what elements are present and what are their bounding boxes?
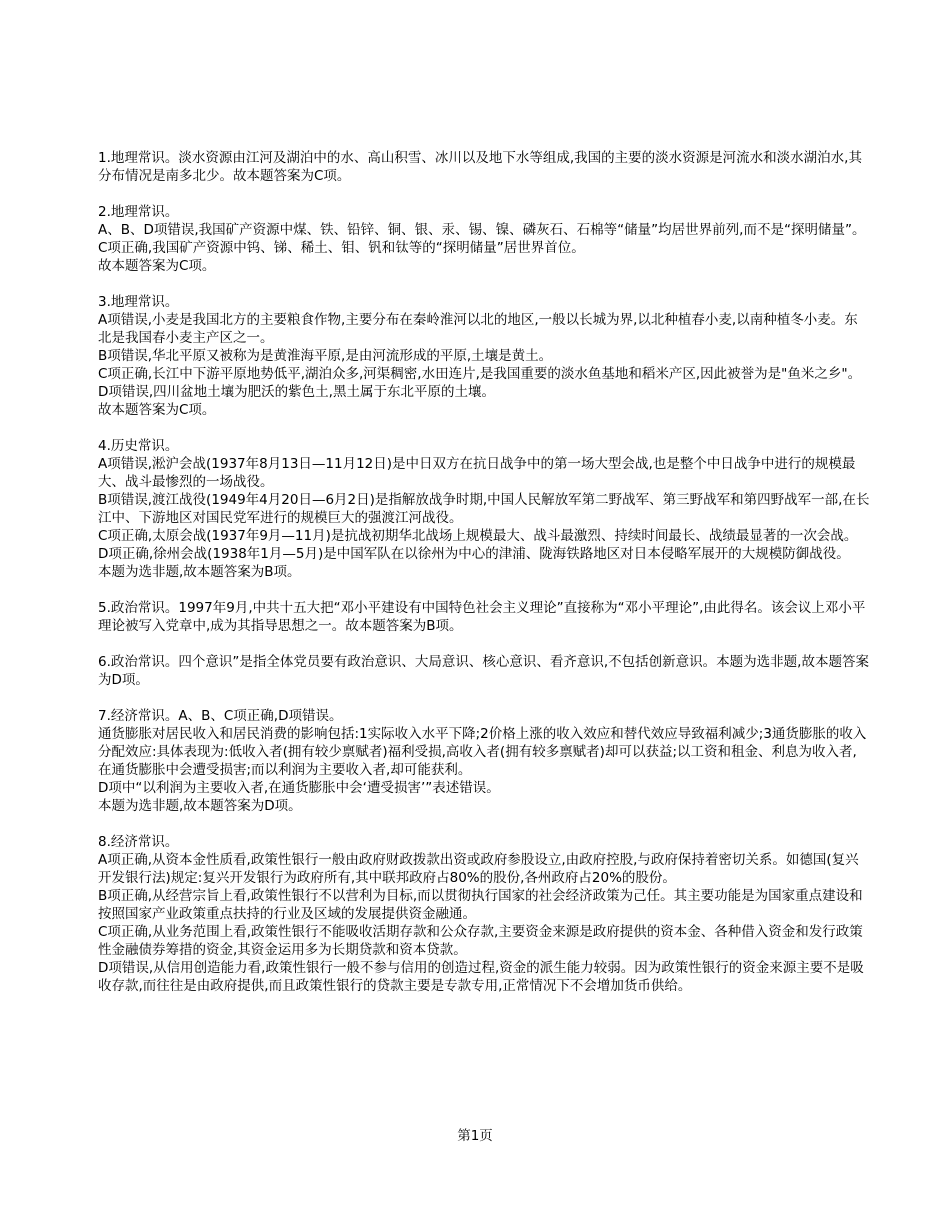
section-line: 通货膨胀对居民收入和居民消费的影响包括:1实际收入水平下降;2价格上涨的收入效应和替代效应导致福利减少;3通货膨胀的收入分配效应:具体表现为:低收入者(拥有较少禀赋者)福利受损,高收入者(拥有较多禀赋者)却可以获益;以工资和租金、利息为收入者,在通货膨胀中会遭受损害;而以利润为主要收入者,却可能获利。 (98, 726, 867, 778)
section-line: B项错误,华北平原又被称为是黄淮海平原,是由河流形成的平原,土壤是黄土。 (98, 348, 553, 364)
section-line: C项正确,我国矿产资源中钨、锑、稀土、钼、钒和钛等的“探明储量”居世界首位。 (98, 240, 585, 256)
answer-section (98, 293, 870, 419)
document-body (98, 149, 870, 1013)
section-line: A项正确,从资本金性质看,政策性银行一般由政府财政拨款出资或政府参股设立,由政府控股,与政府保持着密切关系。如德国(复兴开发银行法)规定:复兴开发银行为政府所有,其中联邦政府占80%的股份,各州政府占20%的股份。 (98, 852, 859, 886)
section-line: A项错误,淞沪会战(1937年8月13日—11月12日)是中日双方在抗日战争中的第一场大型会战,也是整个中日战争中进行的规模最大、战斗最惨烈的一场战役。 (98, 456, 856, 490)
answer-section (98, 653, 870, 689)
answer-section (98, 203, 870, 275)
section-heading: 6.政治常识。四个意识”是指全体党员要有政治意识、大局意识、核心意识、看齐意识,不包括创新意识。本题为选非题,故本题答案为D项。 (98, 654, 869, 688)
answer-section (98, 707, 870, 815)
section-line: D项错误,从信用创造能力看,政策性银行一般不参与信用的创造过程,资金的派生能力较弱。因为政策性银行的资金来源主要不是吸收存款,而往往是由政府提供,而且政策性银行的贷款主要是专款专用,正常情况下不会增加货币供给。 (98, 960, 864, 994)
section-heading: 3.地理常识。 (98, 294, 179, 310)
section-line: D项中“以利润为主要收入者,在通货膨胀中会‘遭受损害’”表述错误。 (98, 780, 500, 796)
answer-section (98, 599, 870, 635)
page-number: 第1页 (457, 1128, 493, 1144)
section-heading: 7.经济常识。A、B、C项正确,D项错误。 (98, 708, 343, 724)
answer-section (98, 149, 870, 185)
section-line: 本题为选非题,故本题答案为B项。 (98, 564, 301, 580)
section-line: 故本题答案为C项。 (98, 258, 216, 274)
section-line: A项错误,小麦是我国北方的主要粮食作物,主要分布在秦岭淮河以北的地区,一般以长城为界,以北种植春小麦,以南种植冬小麦。东北是我国春小麦主产区之一。 (98, 312, 858, 346)
section-line: C项正确,长江中下游平原地势低平,湖泊众多,河渠稠密,水田连片,是我国重要的淡水鱼基地和稻米产区,因此被誉为是"鱼米之乡"。 (98, 366, 862, 382)
section-heading: 2.地理常识。 (98, 204, 179, 220)
section-line: B项正确,从经营宗旨上看,政策性银行不以营利为目标,而以贯彻执行国家的社会经济政策为己任。其主要功能是为国家重点建设和按照国家产业政策重点扶持的行业及区域的发展提供资金融通。 (98, 888, 863, 922)
section-heading: 1.地理常识。淡水资源由江河及湖泊中的水、高山积雪、冰川以及地下水等组成,我国的主要的淡水资源是河流水和淡水湖泊水,其分布情况是南多北少。故本题答案为C项。 (98, 150, 862, 184)
section-line: C项正确,太原会战(1937年9月—11月)是抗战初期华北战场上规模最大、战斗最激烈、持续时间最长、战绩最显著的一次会战。 (98, 528, 858, 544)
section-heading: 4.历史常识。 (98, 438, 179, 454)
section-line: A、B、D项错误,我国矿产资源中煤、铁、铅锌、铜、银、汞、锡、镍、磷灰石、石棉等“储量”均居世界前列,而不是“探明储量”。 (98, 222, 866, 238)
section-line: 本题为选非题,故本题答案为D项。 (98, 798, 302, 814)
section-line: C项正确,从业务范围上看,政策性银行不能吸收活期存款和公众存款,主要资金来源是政府提供的资本金、各种借入资金和发行政策性金融债券筹措的资金,其资金运用多为长期贷款和资本贷款。 (98, 924, 863, 958)
section-heading: 5.政治常识。1997年9月,中共十五大把“邓小平建设有中国特色社会主义理论”直接称为“邓小平理论”,由此得名。该会议上邓小平理论被写入党章中,成为其指导思想之一。故本题答案为B项。 (98, 600, 866, 634)
section-line: B项错误,渡江战役(1949年4月20日—6月2日)是指解放战争时期,中国人民解放军第二野战军、第三野战军和第四野战军一部,在长江中、下游地区对国民党军进行的规模巨大的强渡江河战役。 (98, 492, 870, 526)
answer-section (98, 437, 870, 581)
section-line: D项正确,徐州会战(1938年1月—5月)是中国军队在以徐州为中心的津浦、陇海铁路地区对日本侵略军展开的大规模防御战役。 (98, 546, 850, 562)
answer-section (98, 833, 870, 995)
section-heading: 8.经济常识。 (98, 834, 179, 850)
section-line: 故本题答案为C项。 (98, 402, 216, 418)
section-line: D项错误,四川盆地土壤为肥沃的紫色土,黑土属于东北平原的土壤。 (98, 384, 495, 400)
